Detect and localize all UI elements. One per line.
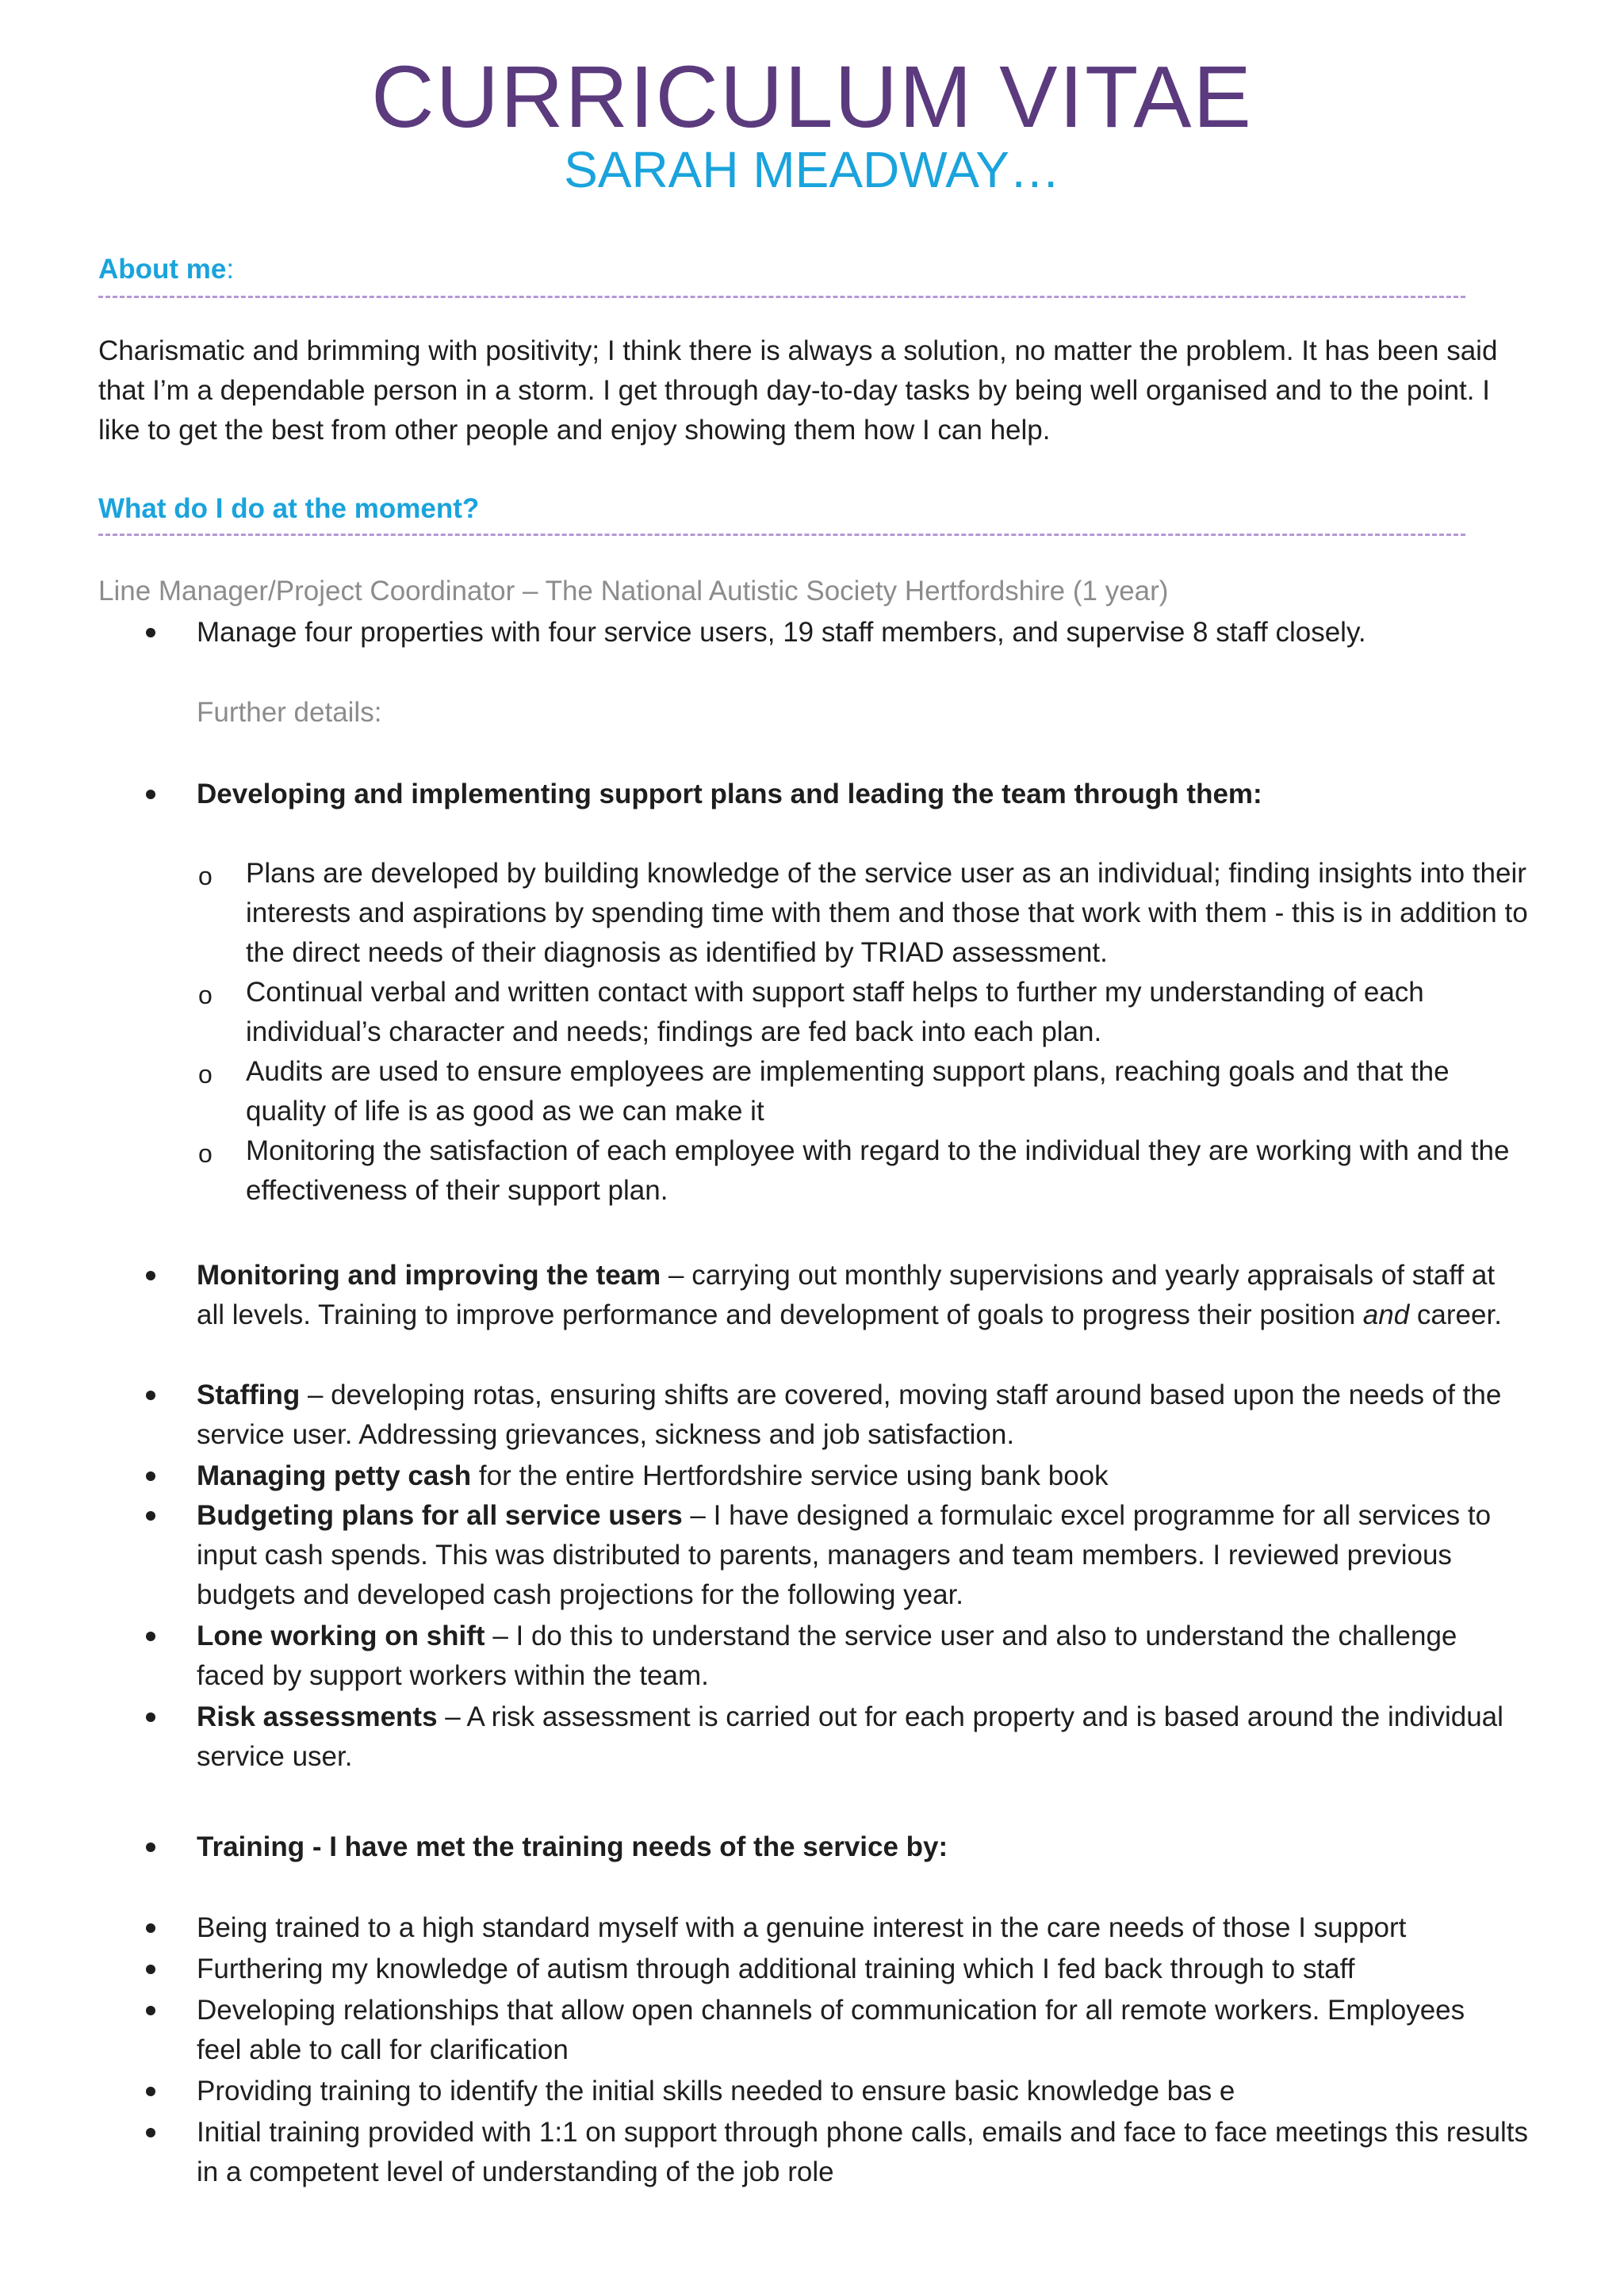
responsibility-item xyxy=(197,1456,1529,1496)
responsibility-text: – I have designed a formulaic excel programme for all services to input cash spends. This was distributed to parents, managers and team members. I reviewed previous budgets and developed cash projections for the following year. xyxy=(197,1500,1492,1610)
about-heading-text: About me xyxy=(98,254,227,285)
current-role: Line Manager/Project Coordinator – The National Autistic Society Hertfordshire (1 year) xyxy=(98,576,1169,607)
responsibility-title: Lone working on shift xyxy=(197,1621,485,1651)
training-point: Furthering my knowledge of autism through additional training which I fed back through to staff xyxy=(197,1954,1355,1984)
about-heading xyxy=(98,254,234,285)
training-point: Providing training to identify the initial skills needed to ensure basic knowledge bas e xyxy=(197,2076,1235,2107)
sub-bullet: o xyxy=(198,1139,213,1168)
support-plan-point: Audits are used to ensure employees are implementing support plans, reaching goals and that the quality of life is as good as we can make it xyxy=(246,1056,1450,1127)
bullet-dot xyxy=(146,2006,155,2015)
responsibility-item xyxy=(197,1496,1529,1615)
bullet-dot xyxy=(146,1843,155,1852)
responsibility-text: – carrying out monthly supervisions and yearly appraisals of staff at all levels. Training to improve performance and development of goals to progress their position xyxy=(197,1260,1496,1330)
support-plan-point: Continual verbal and written contact with support staff helps to further my understanding of each individual’s character and needs; findings are fed back into each plan. xyxy=(246,977,1424,1047)
about-heading-colon: : xyxy=(226,254,235,285)
bullet-dot xyxy=(146,1712,155,1722)
responsibility-title: Managing petty cash xyxy=(197,1460,472,1491)
bullet-dot xyxy=(146,1511,155,1521)
support-plans-title: Developing and implementing support plans and leading the team through them: xyxy=(197,779,1262,809)
sub-bullet: o xyxy=(198,1060,213,1089)
responsibility-text: – I do this to understand the service user and also to understand the challenge faced by support workers within the team. xyxy=(197,1621,1457,1691)
sub-bullet: o xyxy=(198,862,213,890)
sub-bullet: o xyxy=(198,981,213,1009)
training-point: Developing relationships that allow open channels of communication for all remote workers. Employees feel able to call for clarification xyxy=(197,1995,1465,2065)
responsibility-title: Budgeting plans for all service users xyxy=(197,1500,683,1531)
responsibility-text: – developing rotas, ensuring shifts are covered, moving staff around based upon the needs of the service user. Addressing grievances, sickness and job satisfaction. xyxy=(197,1380,1502,1450)
bullet-dot xyxy=(146,2128,155,2137)
responsibility-title: Risk assessments xyxy=(197,1701,438,1732)
current-heading: What do I do at the moment? xyxy=(98,493,480,524)
about-divider xyxy=(98,296,1465,298)
about-text: Charismatic and brimming with positivity; I think there is always a solution, no matter the problem. It has been said that I’m a dependable person in a storm. I get through day-to-day tasks by being well organised and to the point. I like to get the best from other people and enjoy showing them how I can help. xyxy=(98,335,1498,446)
current-divider xyxy=(98,534,1465,536)
bullet-dot xyxy=(146,628,155,637)
responsibility-text: career. xyxy=(1409,1299,1502,1330)
responsibility-item xyxy=(197,1617,1529,1696)
bullet-dot xyxy=(146,2087,155,2096)
current-summary: Manage four properties with four service users, 19 staff members, and supervise 8 staff closely. xyxy=(197,617,1366,648)
further-details-label: Further details: xyxy=(197,697,382,728)
training-title: Training - I have met the training needs of the service by: xyxy=(197,1831,948,1862)
candidate-name: SARAH MEADWAY… xyxy=(564,141,1060,198)
responsibility-title: Staffing xyxy=(197,1380,301,1410)
bullet-dot xyxy=(146,1271,155,1280)
responsibility-text: for the entire Hertfordshire service using bank book xyxy=(471,1460,1109,1491)
bullet-dot xyxy=(146,790,155,799)
support-plan-point: Monitoring the satisfaction of each employee with regard to the individual they are working with and the effectiveness of their support plan. xyxy=(246,1135,1510,1206)
responsibility-italic: and xyxy=(1362,1299,1410,1330)
responsibility-text: – A risk assessment is carried out for each property and is based around the individual service user. xyxy=(197,1701,1503,1772)
document-title: CURRICULUM VITAE xyxy=(371,48,1253,146)
support-plan-point: Plans are developed by building knowledge of the service user as an individual; finding insights into their interests and aspirations by spending time with them and those that work with them - this is in addition to the direct needs of their diagnosis as identified by TRIAD assessment. xyxy=(246,858,1528,968)
responsibility-title: Monitoring and improving the team xyxy=(197,1260,661,1291)
bullet-dot xyxy=(146,1965,155,1974)
training-point: Being trained to a high standard myself with a genuine interest in the care needs of those I support xyxy=(197,1912,1407,1943)
responsibility-item xyxy=(197,1256,1529,1335)
bullet-dot xyxy=(146,1923,155,1933)
bullet-dot xyxy=(146,1471,155,1481)
bullet-dot xyxy=(146,1632,155,1641)
responsibility-item xyxy=(197,1697,1529,1777)
responsibility-item xyxy=(197,1376,1529,1455)
bullet-dot xyxy=(146,1391,155,1400)
training-point: Initial training provided with 1:1 on support through phone calls, emails and face to face meetings this results in a competent level of understanding of the job role xyxy=(197,2117,1529,2187)
